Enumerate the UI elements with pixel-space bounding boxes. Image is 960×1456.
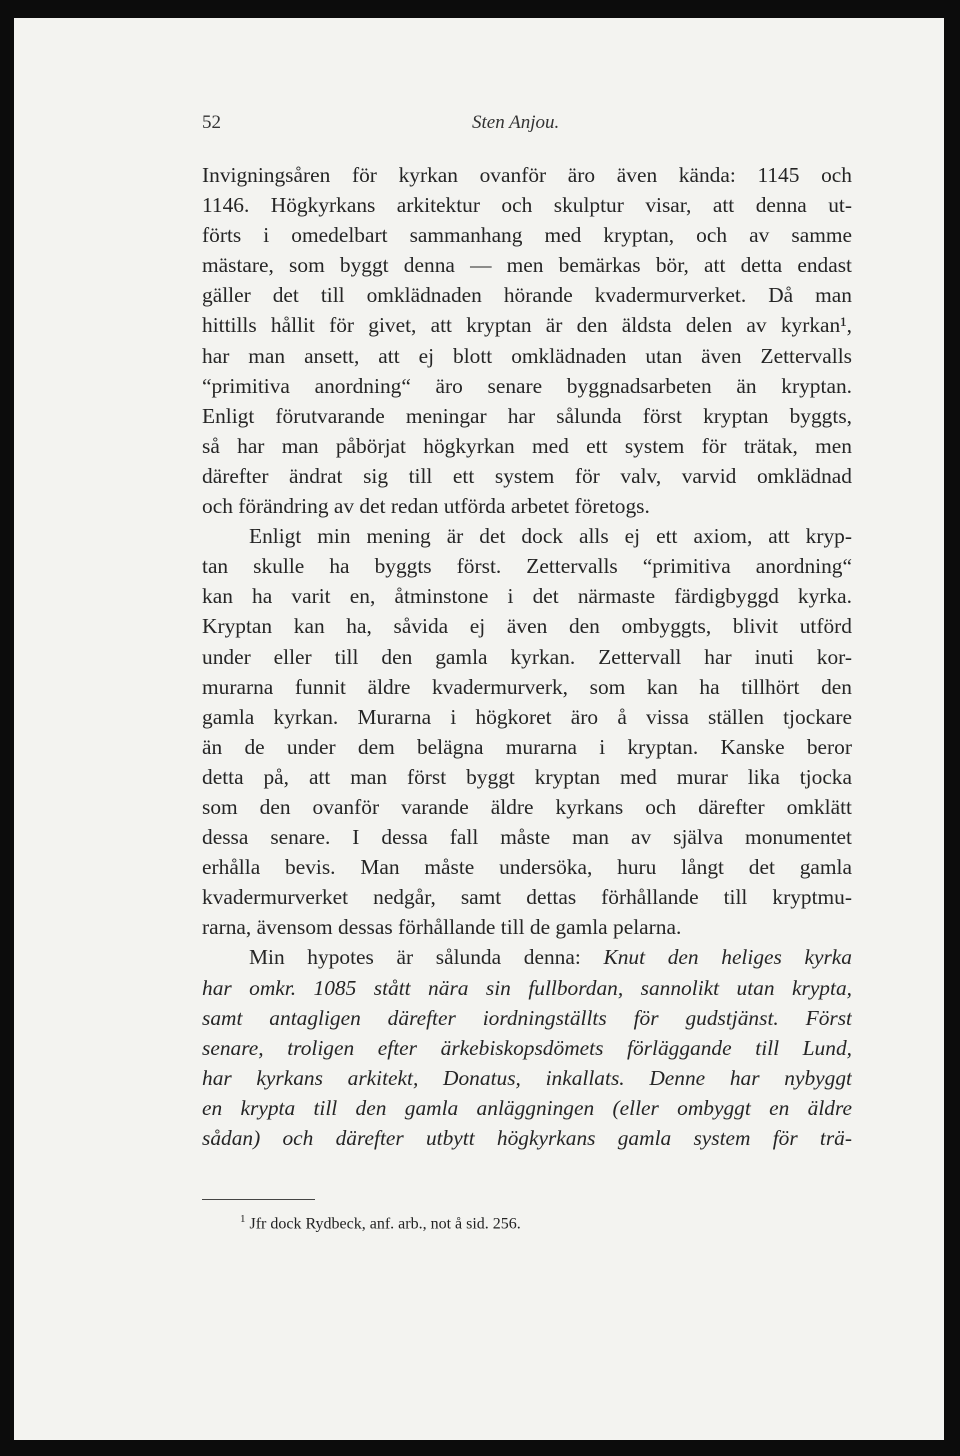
text-line: en krypta till den gamla anläggningen (eller ombyggt en äldre: [202, 1095, 852, 1120]
footnote-text: Jfr dock Rydbeck, anf. arb., not å sid. 256.: [249, 1215, 521, 1233]
text-line: förts i omedelbart sammanhang med kryptan, och av samme: [202, 223, 852, 248]
text-line: därefter ändrat sig till ett system för valv, varvid omklädnad: [202, 463, 852, 488]
page-number: 52: [202, 112, 221, 133]
footnote-marker: 1: [240, 1213, 246, 1225]
text-line: hittills hållit för givet, att kryptan är den äldsta delen av kyrkan¹,: [202, 313, 852, 338]
text-line: gäller det till omklädnaden hörande kvadermurverket. Då man: [202, 283, 852, 308]
text-line: Kryptan kan ha, såvida ej även den ombyggts, blivit utförd: [202, 614, 852, 639]
hypothesis-intro: Min hypotes är sålunda denna:: [249, 945, 581, 970]
text-line: gamla kyrkan. Murarna i högkoret äro å vissa ställen tjockare: [202, 704, 852, 729]
footnote-rule: [202, 1199, 315, 1200]
hypothesis-line: [202, 942, 852, 972]
running-title: Sten Anjou.: [472, 112, 560, 133]
body-text: [202, 160, 852, 1153]
text-line: samt antagligen därefter iordningställts för gudstjänst. Först: [202, 1005, 852, 1030]
text-line: senare, troligen efter ärkebiskopsdömets förläggande till Lund,: [202, 1035, 852, 1060]
text-line: dessa senare. I dessa fall måste man av själva monumentet: [202, 825, 852, 850]
text-line: så har man påbörjat högkyrkan med ett system för trätak, men: [202, 433, 852, 458]
text-line: 1146. Högkyrkans arkitektur och skulptur visar, att denna ut-: [202, 193, 852, 218]
text-line: detta på, att man först byggt kryptan med murar lika tjocka: [202, 764, 852, 789]
text-line: än de under dem belägna murarna i kryptan. Kanske beror: [202, 734, 852, 759]
page-header: [202, 112, 866, 142]
text-line: erhålla bevis. Man måste undersöka, huru långt det gamla: [202, 855, 852, 880]
text-line: sådan) och därefter utbytt högkyrkans gamla system för trä-: [202, 1126, 852, 1150]
text-line: och förändring av det redan utförda arbetet företogs.: [202, 494, 650, 519]
text-line: Enligt min mening är det dock alls ej ett axiom, att kryp-: [249, 524, 852, 549]
footnote: [240, 1213, 521, 1233]
text-line: Invigningsåren för kyrkan ovanför äro även kända: 1145 och: [202, 163, 852, 187]
text-line: kvadermurverket nedgår, samt dettas förhållande till kryptmu-: [202, 885, 852, 910]
text-line: mästare, som byggt denna — men bemärkas bör, att detta endast: [202, 253, 852, 278]
text-line: som den ovanför varande äldre kyrkans och därefter omklätt: [202, 794, 852, 819]
text-line: murarna funnit äldre kvadermurverk, som kan ha tillhört den: [202, 674, 852, 699]
text-line: har kyrkans arkitekt, Donatus, inkallats. Denne har nybyggt: [202, 1065, 852, 1090]
text-line: Enligt förutvarande meningar har sålunda först kryptan byggts,: [202, 403, 852, 428]
text-line: under eller till den gamla kyrkan. Zettervall har inuti kor-: [202, 644, 852, 669]
text-line: tan skulle ha byggts först. Zettervalls “primitiva anordning“: [202, 554, 852, 579]
text-line: “primitiva anordning“ äro senare byggnadsarbeten än kryptan.: [202, 373, 852, 398]
text-line: har omkr. 1085 stått nära sin fullbordan, sannolikt utan krypta,: [202, 975, 852, 1000]
text-line: har man ansett, att ej blott omklädnaden utan även Zettervalls: [202, 343, 852, 368]
hypothesis-text: Knut den heliges kyrka: [603, 945, 852, 970]
text-line: kan ha varit en, åtminstone i det närmaste färdigbyggd kyrka.: [202, 584, 852, 609]
text-line: rarna, ävensom dessas förhållande till de gamla pelarna.: [202, 915, 682, 940]
